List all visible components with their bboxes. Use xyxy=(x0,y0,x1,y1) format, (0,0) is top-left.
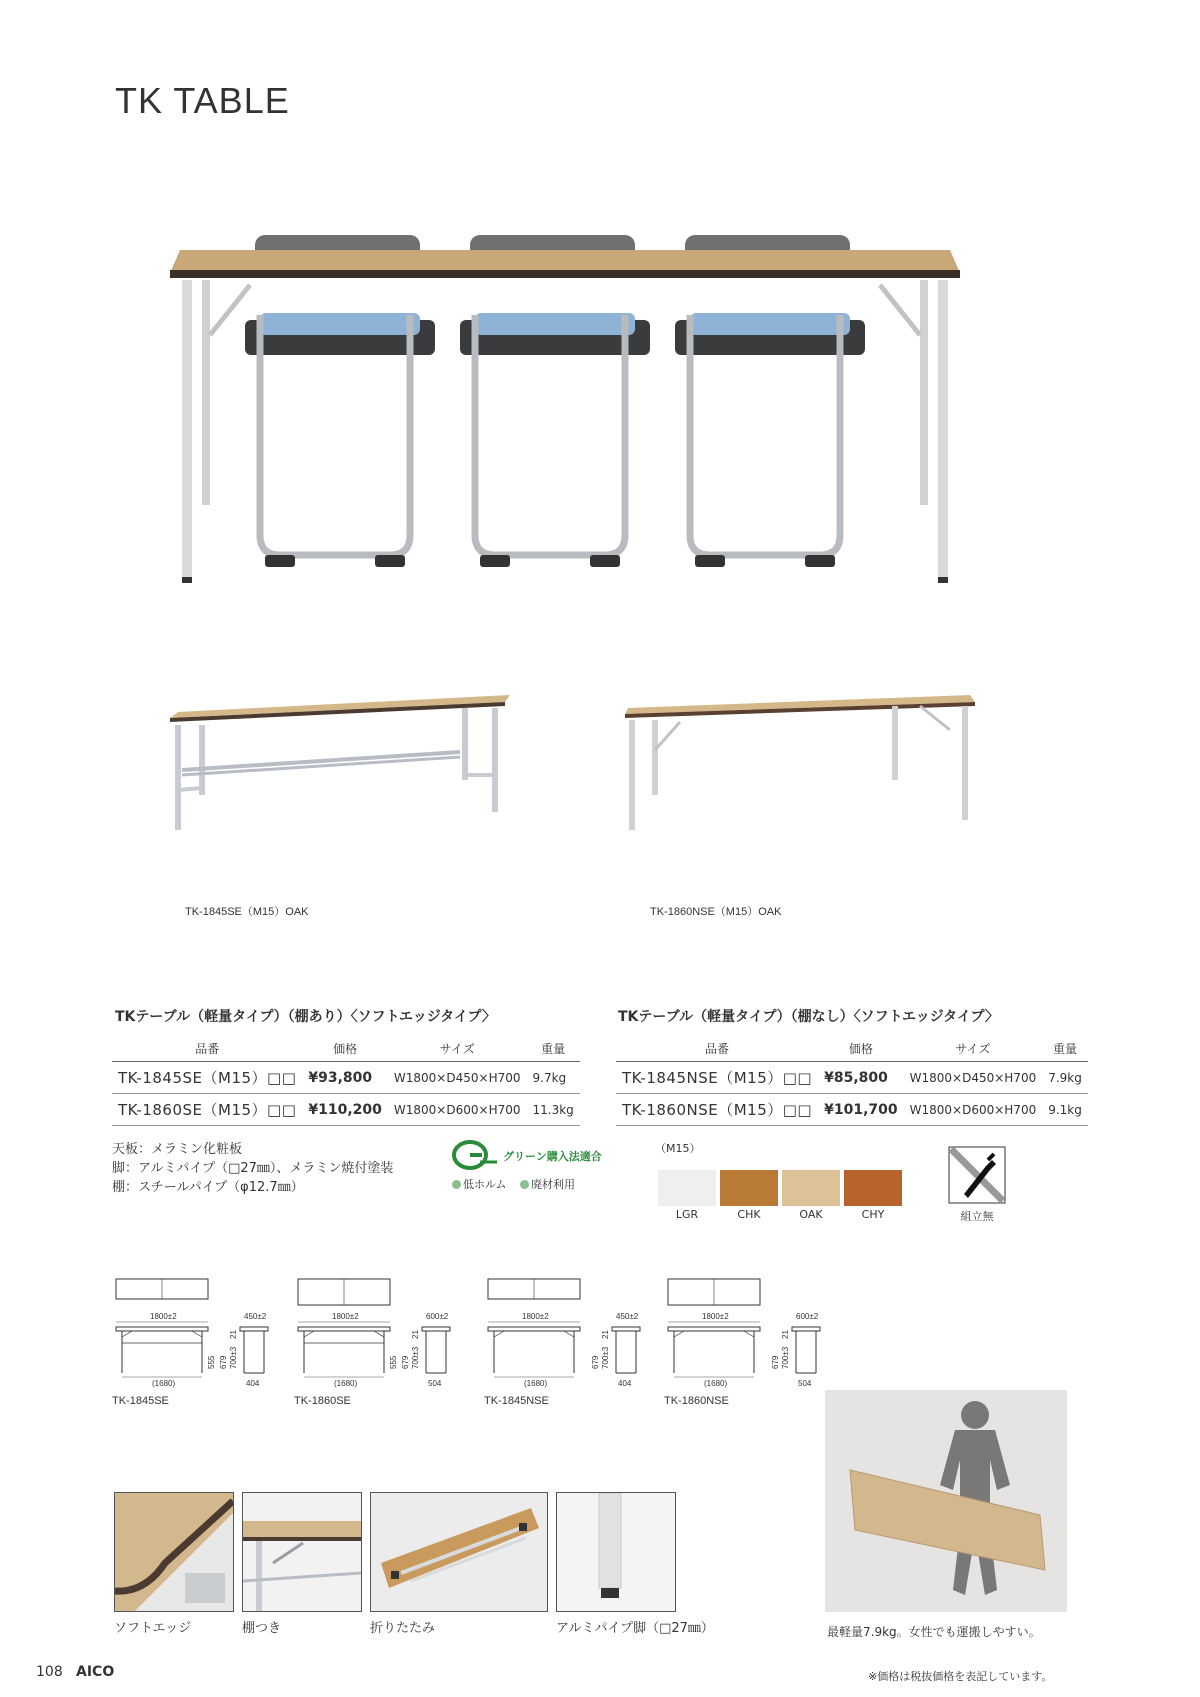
elevation-top xyxy=(668,1327,760,1331)
elevation-brace-left xyxy=(304,1331,314,1337)
dim-depth-label: 450±2 xyxy=(616,1312,639,1321)
side-top xyxy=(792,1327,820,1331)
swatch-label-chy: CHY xyxy=(861,1208,885,1221)
material-legs: 脚：アルミパイプ（□27㎜）、メラミン焼付塗装 xyxy=(112,1161,394,1176)
dim-h2-label: 679 xyxy=(591,1355,600,1369)
product-code: TK-1845SE（M15）□□ xyxy=(112,1062,302,1094)
product-code: TK-1860NSE（M15）□□ xyxy=(616,1094,818,1126)
dim-width-label: 1800±2 xyxy=(522,1312,549,1321)
swatch-oak xyxy=(782,1170,840,1206)
swatch-label-oak: OAK xyxy=(799,1208,823,1221)
dim-foot-label: 404 xyxy=(618,1379,632,1388)
dot-icon xyxy=(520,1180,529,1189)
green-purchase-label: グリーン購入法適合 xyxy=(503,1150,602,1163)
detail-caption-aluminum-leg: アルミパイプ脚（□27㎜） xyxy=(556,1621,714,1636)
side-top xyxy=(612,1327,640,1331)
table-row xyxy=(112,1062,580,1094)
product-size: W1800×D450×H700 xyxy=(388,1062,527,1094)
product-size: W1800×D600×H700 xyxy=(388,1094,527,1126)
drawing-model-label: TK-1845SE xyxy=(112,1395,169,1407)
col-header-code: 品番 xyxy=(616,1036,818,1062)
dim-foot-label: 504 xyxy=(798,1379,812,1388)
dimension-drawing-tk-1845se xyxy=(112,1273,272,1391)
page-title: TK TABLE xyxy=(115,80,290,121)
dim-foot-label: 504 xyxy=(428,1379,442,1388)
product-code: TK-1845NSE（M15）□□ xyxy=(616,1062,818,1094)
spec-table-left xyxy=(112,1036,580,1126)
product-photo-tk-1845se xyxy=(160,690,520,840)
product-size: W1800×D600×H700 xyxy=(904,1094,1043,1126)
col-header-size: サイズ xyxy=(904,1036,1043,1062)
no-assembly-icon xyxy=(948,1146,1006,1204)
material-shelf: 棚：スチールパイプ（φ12.7㎜） xyxy=(112,1180,304,1195)
detail-caption-folding: 折りたたみ xyxy=(370,1621,436,1636)
product-weight: 11.3kg xyxy=(527,1094,580,1126)
dim-h2-label: 679 xyxy=(771,1355,780,1369)
drawing-model-label: TK-1860SE xyxy=(294,1395,351,1407)
dim-depth-label: 600±2 xyxy=(796,1312,819,1321)
product-price: ¥85,800 xyxy=(818,1062,904,1094)
dim-h4-label: 21 xyxy=(601,1330,610,1339)
product-weight: 9.7kg xyxy=(527,1062,580,1094)
product-photo-tk-1860nse xyxy=(620,690,980,840)
dot-icon xyxy=(452,1180,461,1189)
swatch-chk xyxy=(720,1170,778,1206)
dim-width-label: 1800±2 xyxy=(332,1312,359,1321)
dim-h2-label: 679 xyxy=(401,1355,410,1369)
elevation-top xyxy=(116,1327,208,1331)
col-header-price: 価格 xyxy=(302,1036,388,1062)
drawing-model-label: TK-1860NSE xyxy=(664,1395,729,1407)
dim-h4-label: 21 xyxy=(781,1330,790,1339)
green-item-recycled: 廃材利用 xyxy=(520,1176,575,1192)
no-assembly-label: 組立無 xyxy=(960,1210,994,1223)
material-top: 天板：メラミン化粧板 xyxy=(112,1142,243,1157)
col-header-code: 品番 xyxy=(112,1036,302,1062)
color-group-label: （M15） xyxy=(655,1142,701,1155)
chair-2 xyxy=(460,235,650,567)
dim-h3-label: 700±3 xyxy=(781,1346,790,1369)
spec-title-right: TKテーブル（軽量タイプ）（棚なし）〈ソフトエッジタイプ〉 xyxy=(618,1009,999,1025)
elevation-brace-right xyxy=(192,1331,202,1337)
green-item-low-formaldehyde: 低ホルム xyxy=(452,1176,507,1192)
chair-1 xyxy=(245,235,435,567)
dim-depth-label: 450±2 xyxy=(244,1312,267,1321)
product-price: ¥101,700 xyxy=(818,1094,904,1126)
dim-inner-label: (1680) xyxy=(334,1379,358,1388)
side-top xyxy=(240,1327,268,1331)
elevation-top xyxy=(298,1327,390,1331)
dimension-drawing-tk-1860nse xyxy=(664,1273,824,1391)
hero-table-photo xyxy=(160,225,1010,615)
drawing-model-label: TK-1845NSE xyxy=(484,1395,549,1407)
dim-inner-label: (1680) xyxy=(704,1379,728,1388)
elevation-brace-left xyxy=(122,1331,132,1337)
dimension-drawing-tk-1860se xyxy=(294,1273,454,1391)
elevation-brace-right xyxy=(564,1331,574,1337)
col-header-size: サイズ xyxy=(388,1036,527,1062)
dim-h2-label: 679 xyxy=(219,1355,228,1369)
green-purchase-icon xyxy=(452,1140,502,1170)
dim-h4-label: 21 xyxy=(229,1330,238,1339)
detail-caption-shelf: 棚つき xyxy=(242,1621,282,1636)
chair-3 xyxy=(675,235,865,567)
elevation-brace-right xyxy=(374,1331,384,1337)
spec-table-right xyxy=(616,1036,1088,1126)
col-header-price: 価格 xyxy=(818,1036,904,1062)
dim-h4-label: 21 xyxy=(411,1330,420,1339)
swatch-label-chk: CHK xyxy=(737,1208,761,1221)
detail-photo-aluminum-leg xyxy=(556,1492,676,1612)
table-row xyxy=(616,1062,1088,1094)
tax-note: ※価格は税抜価格を表記しています。 xyxy=(868,1670,1053,1683)
product-price: ¥110,200 xyxy=(302,1094,388,1126)
swatch-lgr xyxy=(658,1170,716,1206)
spec-title-left: TKテーブル（軽量タイプ）（棚あり）〈ソフトエッジタイプ〉 xyxy=(115,1009,496,1025)
dim-depth-label: 600±2 xyxy=(426,1312,449,1321)
dim-width-label: 1800±2 xyxy=(702,1312,729,1321)
side-top xyxy=(422,1327,450,1331)
dim-h3-label: 700±3 xyxy=(601,1346,610,1369)
detail-caption-soft-edge: ソフトエッジ xyxy=(114,1621,192,1636)
product-weight: 7.9kg xyxy=(1042,1062,1088,1094)
elevation-brace-left xyxy=(674,1331,684,1337)
dim-h3-label: 700±3 xyxy=(229,1346,238,1369)
detail-photo-shelf xyxy=(242,1492,362,1612)
brand-name: AICO xyxy=(76,1664,115,1680)
swatch-chy xyxy=(844,1170,902,1206)
photo-caption-left: TK-1845SE（M15）OAK xyxy=(185,906,309,918)
col-header-weight: 重量 xyxy=(527,1036,580,1062)
elevation-brace-left xyxy=(494,1331,504,1337)
dim-h3-label: 700±3 xyxy=(411,1346,420,1369)
dim-inner-label: (1680) xyxy=(524,1379,548,1388)
table-row xyxy=(616,1094,1088,1126)
detail-photo-folding xyxy=(370,1492,548,1612)
product-weight: 9.1kg xyxy=(1042,1094,1088,1126)
carrying-caption: 最軽量7.9kg。女性でも運搬しやすい。 xyxy=(827,1625,1041,1639)
materials-list xyxy=(112,1140,393,1197)
product-code: TK-1860SE（M15）□□ xyxy=(112,1094,302,1126)
dim-h1-label: 555 xyxy=(389,1355,398,1369)
carrying-photo xyxy=(825,1390,1067,1612)
dim-foot-label: 404 xyxy=(246,1379,260,1388)
detail-photo-soft-edge xyxy=(114,1492,234,1612)
table-row xyxy=(112,1094,580,1126)
dim-width-label: 1800±2 xyxy=(150,1312,177,1321)
photo-caption-right: TK-1860NSE（M15）OAK xyxy=(650,906,782,918)
col-header-weight: 重量 xyxy=(1042,1036,1088,1062)
dim-h1-label: 555 xyxy=(207,1355,216,1369)
dimension-drawing-tk-1845nse xyxy=(484,1273,644,1391)
product-size: W1800×D450×H700 xyxy=(904,1062,1043,1094)
elevation-top xyxy=(488,1327,580,1331)
page-number: 108 xyxy=(36,1664,63,1680)
dim-inner-label: (1680) xyxy=(152,1379,176,1388)
elevation-brace-right xyxy=(744,1331,754,1337)
swatch-label-lgr: LGR xyxy=(675,1208,699,1221)
product-price: ¥93,800 xyxy=(302,1062,388,1094)
